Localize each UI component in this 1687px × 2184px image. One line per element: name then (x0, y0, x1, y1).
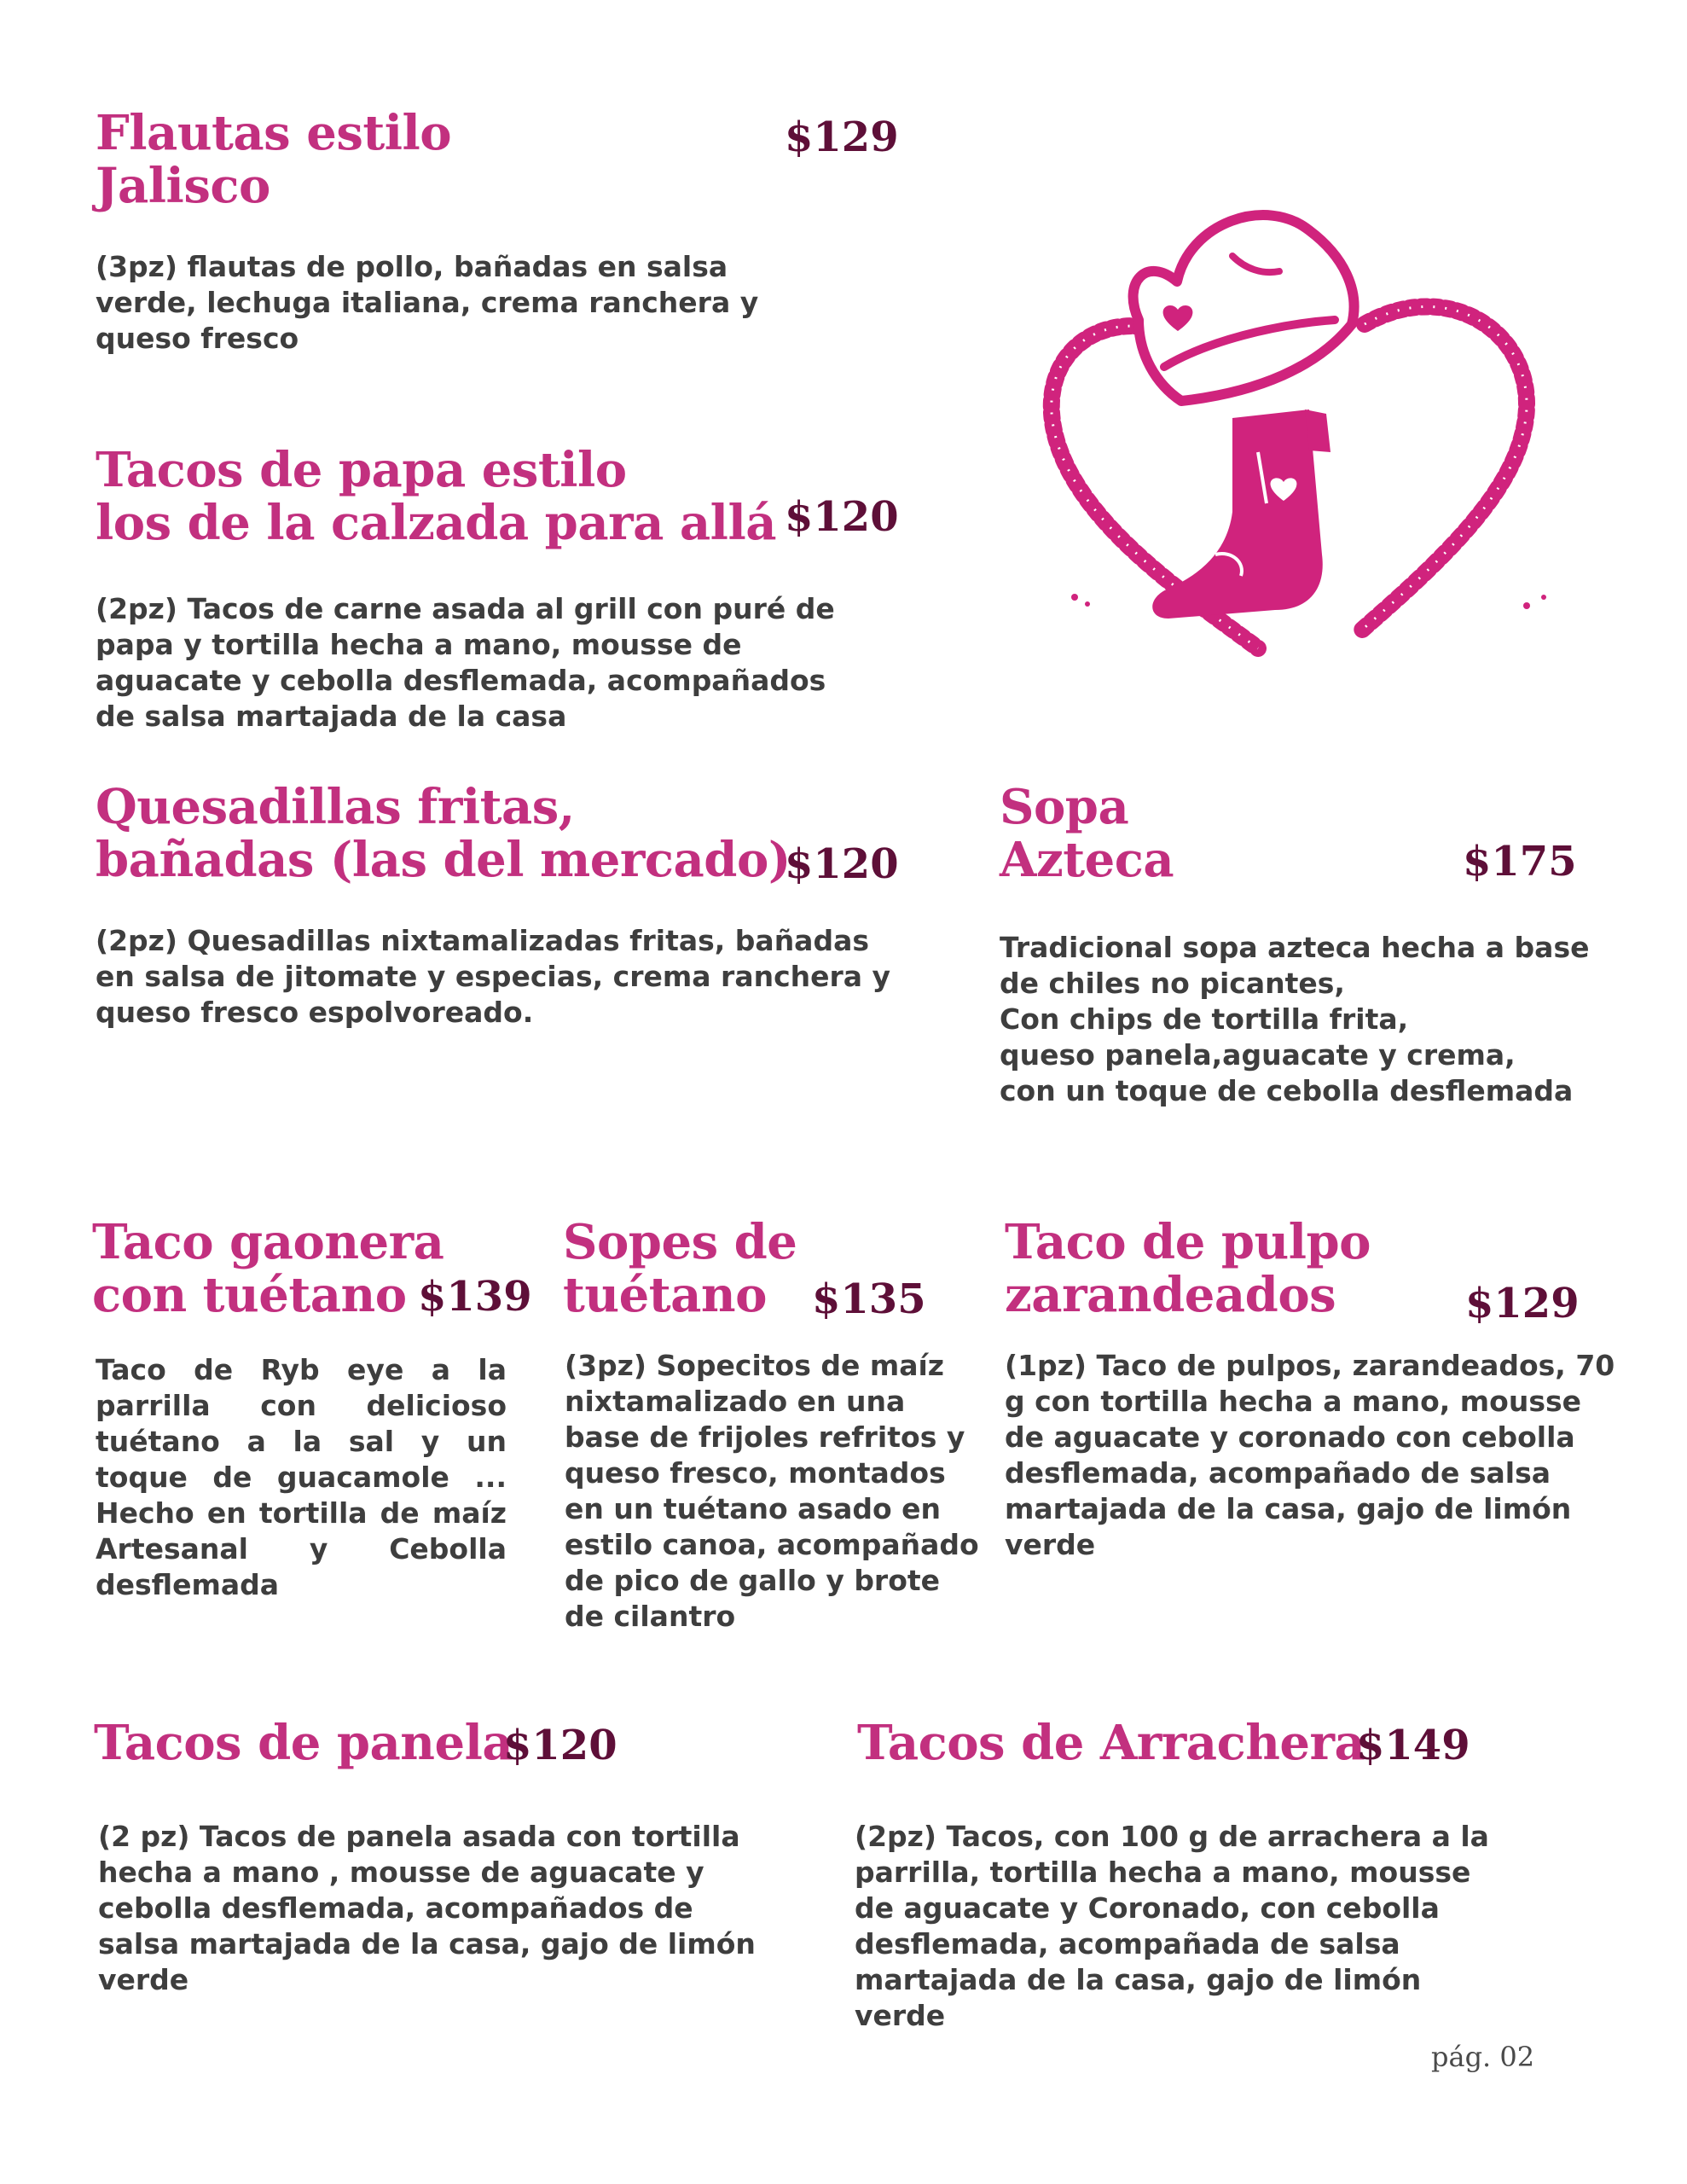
item-price-sopes-tuetano: $135 (812, 1275, 926, 1323)
item-price-flautas: $129 (785, 113, 899, 161)
item-desc-sopes-tuetano: (3pz) Sopecitos de maíz nixtamalizado en una base de frijoles refritos y queso fresco, montados en un tuétano asado en estilo canoa, acompañado de pico de gallo y brote de cilantro (565, 1349, 979, 1633)
item-desc-quesadillas: (2pz) Quesadillas nixtamalizadas fritas, bañadas en salsa de jitomate y especias, crema ranchera y queso fresco espolvoreado. (96, 924, 891, 1029)
item-price-tacos-papa: $120 (785, 493, 899, 541)
item-desc-tacos-papa: (2pz) Tacos de carne asada al grill con puré de papa y tortilla hecha a mano, mousse de aguacate y cebolla desflemada, acompañados de salsa martajada de la casa (96, 592, 835, 733)
item-price-sopa-azteca: $175 (1463, 838, 1577, 886)
item-desc-taco-pulpo: (1pz) Taco de pulpos, zarandeados, 70 g con tortilla hecha a mano, mousse de aguacate y coronado con cebolla desflemada, acompañado de salsa martajada de la casa, gajo de limón verde (1005, 1349, 1615, 1561)
item-title-taco-pulpo: Taco de pulpo zarandeados (1005, 1214, 1371, 1323)
item-title-tacos-arrachera: Tacos de Arrachera (857, 1715, 1365, 1771)
item-desc-sopa-azteca: Tradicional sopa azteca hecha a base de chiles no picantes, Con chips de tortilla frita, queso panela,aguacate y crema, con un toque de cebolla desflemada (1000, 931, 1590, 1107)
item-title-quesadillas: Quesadillas fritas, bañadas (las del mercado) (96, 779, 791, 888)
cowboy-illustration (1028, 196, 1557, 691)
item-price-taco-gaonera: $139 (418, 1273, 532, 1321)
cowboy-hat-icon (1133, 215, 1354, 401)
item-title-sopa-azteca: Sopa Azteca (1000, 779, 1174, 888)
item-title-flautas: Flautas estilo Jalisco (96, 105, 452, 214)
item-title-taco-gaonera: Taco gaonera con tuétano (92, 1214, 444, 1323)
item-desc-tacos-panela: (2 pz) Tacos de panela asada con tortilla hecha a mano , mousse de aguacate y cebolla desflemada, acompañados de salsa martajada de la casa, gajo de limón verde (98, 1820, 756, 1996)
item-desc-flautas: (3pz) flautas de pollo, bañadas en salsa verde, lechuga italiana, crema ranchera y queso fresco (96, 250, 759, 355)
item-title-sopes-tuetano: Sopes de tuétano (563, 1214, 797, 1323)
cowboy-boot-icon (1152, 410, 1330, 619)
item-price-quesadillas: $120 (785, 840, 899, 888)
item-desc-tacos-arrachera: (2pz) Tacos, con 100 g de arrachera a la parrilla, tortilla hecha a mano, mousse de aguacate y Coronado, con cebolla desflemada, acompañada de salsa martajada de la casa, gajo de limón verde (855, 1820, 1489, 2032)
page-number: pág. 02 (1431, 2041, 1535, 2073)
item-price-tacos-panela: $120 (503, 1722, 617, 1769)
item-desc-taco-gaonera: Taco de Ryb eye a la parrilla con delicioso tuétano a la sal y un toque de guacamole ... Hecho en tortilla de maíz Artesanal y Cebolla desflemada (96, 1353, 507, 1601)
item-title-tacos-papa: Tacos de papa estilo los de la calzada para allá (96, 442, 777, 551)
item-title-tacos-panela: Tacos de panela (94, 1715, 513, 1771)
item-price-taco-pulpo: $129 (1465, 1280, 1580, 1327)
item-price-tacos-arrachera: $149 (1356, 1722, 1470, 1769)
